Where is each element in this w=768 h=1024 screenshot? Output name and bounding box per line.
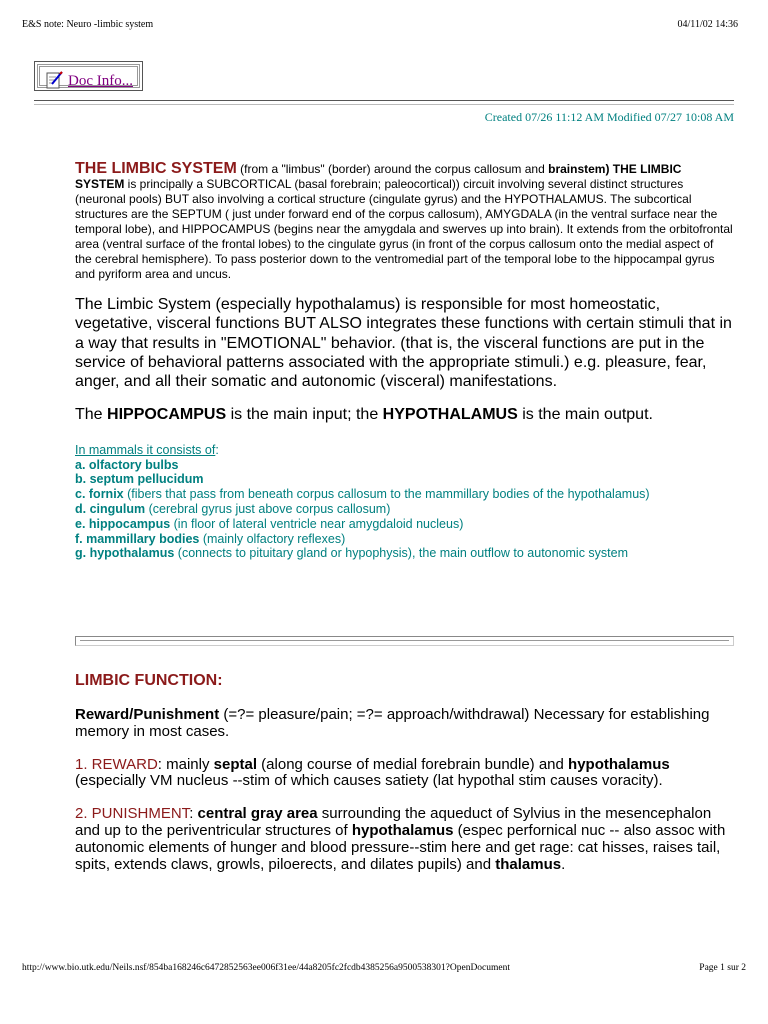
limbic-system-heading: THE LIMBIC SYSTEM: [75, 160, 237, 177]
list-item: e. hippocampus (in floor of lateral ventricle near amygdaloid nucleus): [75, 516, 464, 531]
input-output-paragraph: The HIPPOCAMPUS is the main input; the HYPOTHALAMUS is the main output.: [75, 406, 653, 424]
intro-paragraph: THE LIMBIC SYSTEM (from a "limbus" (border) around the corpus callosum and brainstem) THE LIMBIC SYSTEM is principally a SUBCORTICAL (basal forebrain; paleocortical)) circuit involving several distinct structures (neuronal pools) BUT also involving a cortical structure (cingulate gyrus) and the HYPOTHALAMUS. The subcortical structures are the SEPTUM ( just under forward end of the corpus callosum), AMYGDALA (in the ventral surface near the temporal lobe), and HIPPOCAMPUS (begins near the amygdala and swerves up into brain). It extends from the orbitofrontal area (ventral surface of the frontal lobes) to the cingulate gyrus (in front of the corpus callosum onto the medial aspect of the cerebral hemisphere). To pass posterior down to the ventromedial part of the temporal lobe to the hippocampal gyrus and pyriform area and uncus.: [75, 160, 733, 281]
page-footer-url: http://www.bio.utk.edu/Neils.nsf/854ba168246c6472852563ee006f31ee/44a8205fc2fcdb4385256a9500538301?OpenDocument: [22, 963, 511, 973]
doc-info-link[interactable]: Doc Info...: [68, 73, 133, 89]
page-header-datetime: 04/11/02 14:36: [677, 19, 738, 30]
section-divider: [75, 636, 734, 646]
doc-info-frame: [39, 66, 138, 89]
limbic-function-heading: LIMBIC FUNCTION:: [75, 672, 223, 689]
reward-paragraph: 1. REWARD: mainly septal (along course of medial forebrain bundle) and hypothalamus (especially VM nucleus --stim of which causes satiety (lat hypothal stim causes voracity).: [75, 755, 670, 790]
mammals-components-list: [75, 443, 733, 561]
limbic-function-body: [75, 707, 735, 873]
reward-punishment-paragraph: Reward/Punishment (=?= pleasure/pain; =?= approach/withdrawal) Necessary for establishing memory in most cases.: [75, 706, 710, 740]
list-intro: In mammals it consists of:: [75, 442, 219, 457]
list-item: c. fornix (fibers that pass from beneath corpus callosum to the mammillary bodies of the hypothalamus): [75, 487, 650, 502]
doc-info-button[interactable]: [34, 61, 143, 91]
main-content: [75, 161, 733, 561]
list-item: g. hypothalamus (connects to pituitary gland or hypophysis), the main outflow to autonomic system: [75, 546, 629, 561]
list-item: d. cingulum (cerebral gyrus just above corpus callosum): [75, 501, 391, 516]
punishment-paragraph: 2. PUNISHMENT: central gray area surrounding the aqueduct of Sylvius in the mesencephalon and up to the periventricular structures of hypothalamus (espec perfornical nuc -- also assoc with autonomic elements of hunger and blood pressure--stim here and get rage: cat hisses, raises tail, spits, extends claws, growls, piloerects, and dilates pupils) and thalamus.: [75, 805, 726, 873]
emotional-behavior-paragraph: The Limbic System (especially hypothalamus) is responsible for most homeostatic, vegetative, visceral functions BUT ALSO integrates these functions with certain stimuli that in a way that results in "EMOTIONAL" behavior. (that is, the visceral functions are put in the service of behavioral patterns associated with the appropriate stimuli.) e.g. pleasure, fear, anger, and all their somatic and autonomic (visceral) manifestations.: [75, 296, 732, 391]
edit-document-icon: [46, 70, 64, 90]
page-footer-page-number: Page 1 sur 2: [699, 963, 746, 973]
list-item: f. mammillary bodies (mainly olfactory reflexes): [75, 531, 346, 546]
header-divider: [34, 100, 734, 105]
list-item: b. septum pellucidum: [75, 472, 204, 487]
created-modified-dates: Created 07/26 11:12 AM Modified 07/27 10:08 AM: [484, 110, 734, 124]
page-header-title: E&S note: Neuro -limbic system: [22, 19, 154, 30]
list-item: a. olfactory bulbs: [75, 457, 179, 472]
